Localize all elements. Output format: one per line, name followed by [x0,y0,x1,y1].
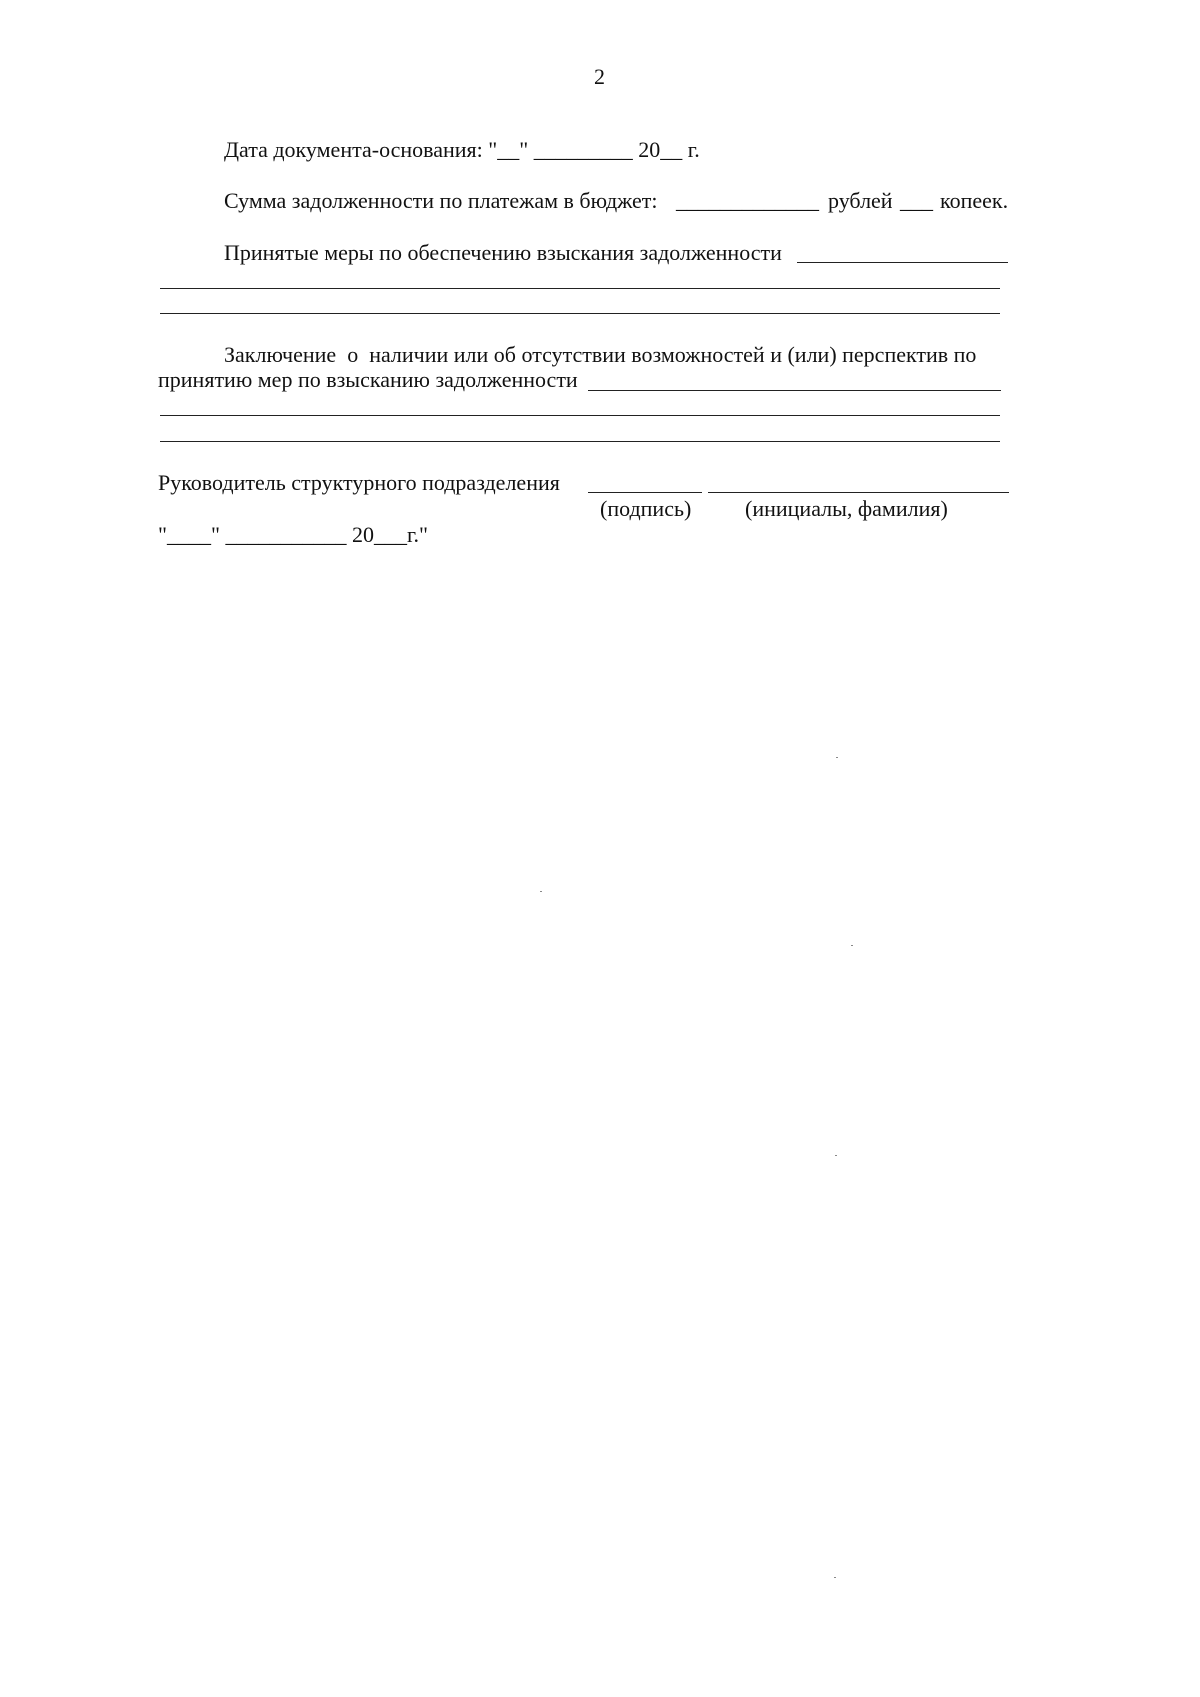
conclusion-fill-line [588,390,1001,391]
measures-fill-line [797,262,1008,263]
measures-blank-line-1 [160,288,1000,289]
scan-speck [836,757,838,758]
signature-date-line: "____" ___________ 20___г." [158,522,428,547]
scan-speck [540,891,542,892]
signature-label: Руководитель структурного подразделения [158,470,560,495]
rubles-word: рублей [828,188,893,213]
conclusion-blank-line-1 [160,415,1000,416]
signature-name-caption: (инициалы, фамилия) [745,496,948,521]
debt-sum-label: Сумма задолженности по платежам в бюджет: [224,188,658,213]
scan-speck [834,1577,836,1578]
scan-speck [835,1155,837,1156]
kopecks-word: копеек. [940,188,1009,213]
signature-sign-line [588,492,702,493]
rubles-blank: _____________ [676,188,819,213]
page-number: 2 [594,64,605,89]
measures-label: Принятые меры по обеспечению взыскания задолженности [224,240,782,265]
doc-date-line: Дата документа-основания: "__" _________ 20__ г. [224,137,700,162]
conclusion-blank-line-2 [160,441,1000,442]
scan-speck [851,945,853,946]
signature-sign-caption: (подпись) [600,496,692,521]
conclusion-line-2: принятию мер по взысканию задолженности [158,367,578,392]
measures-blank-line-2 [160,313,1000,314]
conclusion-line-1: Заключение о наличии или об отсутствии возможностей и (или) перспектив по [224,342,977,367]
signature-name-line [708,492,1009,493]
kopecks-blank: ___ [900,188,933,213]
